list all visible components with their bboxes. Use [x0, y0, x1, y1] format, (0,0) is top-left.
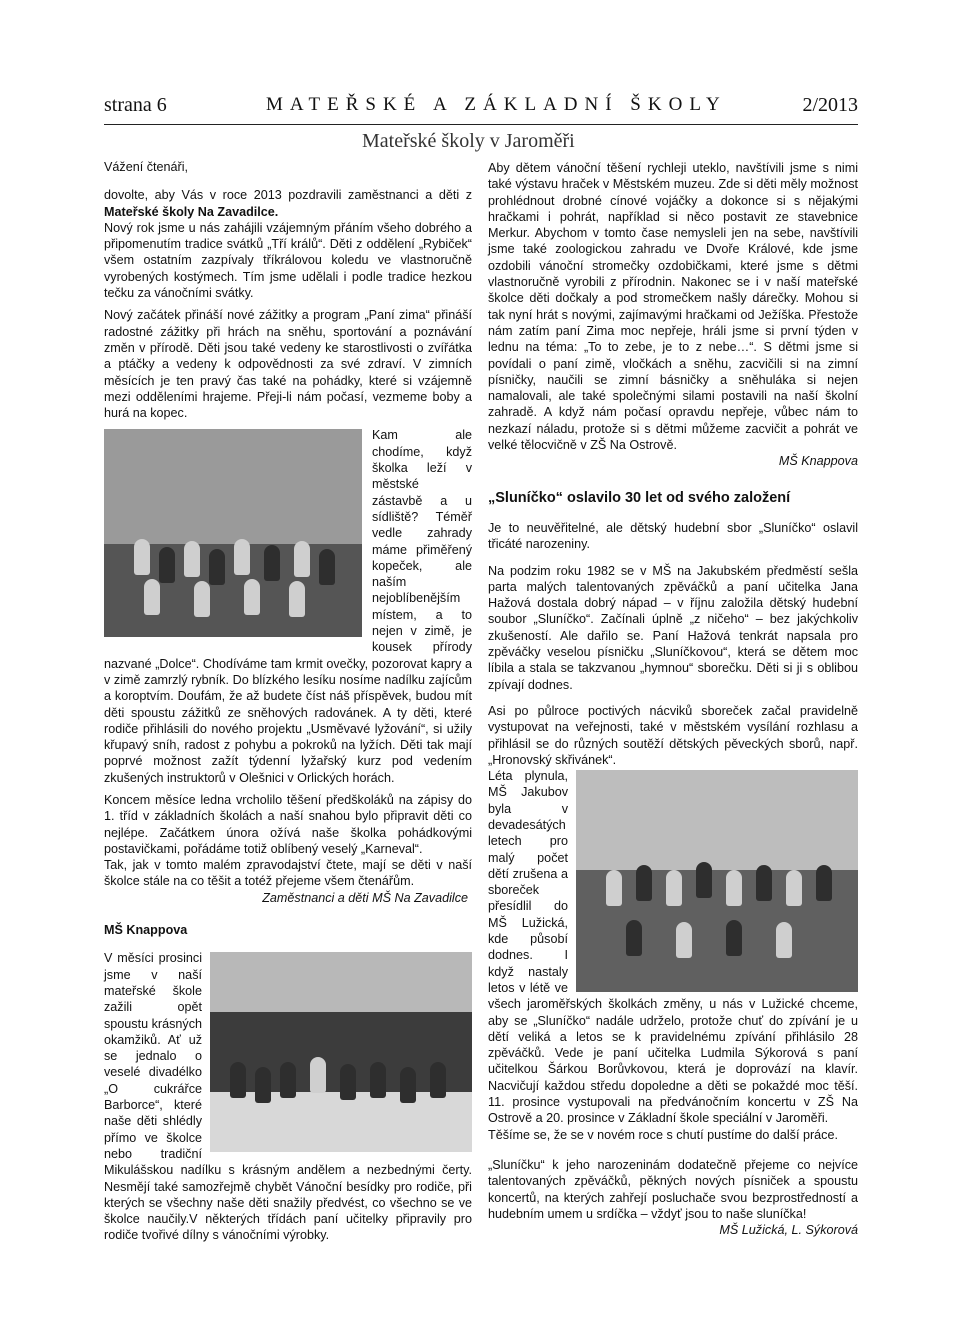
photo-children-costumes	[104, 429, 362, 637]
left-paragraph-1	[104, 187, 472, 220]
left-paragraph-1b: Nový rok jsme u nás zahájili vzájemným přáním všeho dobrého a připomenutím tradice svátků „Tří králů“. Děti z oddělení „Rybiček“ všem ostatním zazpívaly tříkrálovou koledu ve vlastnoručně vyrobených kostýmech. Tím jsme udělali i podle tradice hezkou tečku za vánočními svátky.	[104, 220, 472, 301]
right-paragraph-6: Těšíme se, že se v novém roce s chutí pustíme do další práce.	[488, 1127, 838, 1142]
right-paragraph-3: Na podzim roku 1982 se v MŠ na Jakubském předměstí sešla parta malých talentovaných zpěváčků a paní učitelka Jana Hažová dostala dobrý nápad – v říjnu založila dětský hudební soubor „Sluníčko“. Začínali úplně „z ničeho“ – bez jakýchkoliv zkušeností. Ale dařilo se. Paní Hažová tenkrát napsala pro zpěváčky veselou písničku „Sluníčkovou“, která se dětem moc líbila a stala se takzvanou „hymnou“ sborečku. Děti si ji s oblibou zpívají dodnes.	[488, 563, 858, 692]
left-column	[104, 159, 472, 1250]
right-paragraph-1: Aby dětem vánoční těšení rychleji uteklo, navštívili jsme s nimi také výstavu hraček v Městském muzeu. Zde si děti měly možnost prohlédnout drobné cínové vojáčky a dokonce si s nějakými hračkami i pohrát, například si něco postavit ze stavebnice Merkur. Abychom v tomto čase nemysleli jen na sebe, navštívili jsme také zoologickou zahradu ve Dvoře Králové, kde jsme ozdobili vánoční stromečky ozdobičkami, které jsme s dětmi vlastnoručně vyrobili z přírodnin. Nakonec se i v naší mateřské školce děti dočkaly a pod stromečkem našly dárečky. Mohou si tak nyní hrát s novými, zajímavými hračkami od Ježíška. Přestože nám zatím paní Zima moc nepřeje, hráli jsme si první týden v lednu na téma: „To to zebe, je to z nebe…“. S dětmi jsme si povídali o paní zimě, vločkách a sněhu, zacvičili si na zimní písničky, naučili se zimní básničky a sněhuláka si nejen namalovali, ale také společnými silami postavili na naší školní zahradě. A když nám počasí opravdu nepřeje, vůbec nám to nezkazí náladu, protože si s dětmi můžeme zacvičit a pohrát ve velké tělocvičně v ZŠ Na Ostrově.	[488, 161, 858, 453]
right-paragraph-2: Je to neuvěřitelné, ale dětský hudební sbor „Sluníčko“ oslavil třicáté narozeniny.	[488, 520, 858, 552]
left-paragraph-3: Kam ale chodíme, když školka leží v městské zástavbě a u sídliště? Téměř vedle zahrady máme přiměřený kopeček, ale naším nejoblíbenějším místem, a to nejen v zimě, je kousek přírody nazvané „Dolce“. Chodíváme tam krmit ovečky, pozorovat kapry a v zimě zamrzlý rybník. Do blízkého lesíku nosíme nadílku zajícům a koroptvím. Doufám, že až budete číst náš příspěvek, budou mít děti spoustu zážitků ze sněhových radovánek. A ty děti, které rodiče přihlásili do nového projektu „Usměvavé lyžování“, si užily křupavý sníh, radost z pohybu a pokroků na lyžích. Děti tak mají poprvé možnost zažít týdenní lyžařský kurz pod vedením zkušených instruktorů v Olešnici v Orlických horách.	[104, 428, 472, 785]
left-p1-text: dovolte, aby Vás v roce 2013 pozdravili zaměstnanci a děti z	[104, 188, 472, 203]
right-paragraph-7: „Sluníčku“ k jeho narozeninám dodatečně přejeme co nejvíce talentovaných zpěváčků, pěkných nových písniček a spoustu koncertů, na kterých zahřejí posluchače svou bezprostředností a hudebním umem u srdíčka – vždyť jsou to naše sluníčka!	[488, 1157, 858, 1221]
right-signature-2: MŠ Lužická, L. Sýkorová	[719, 1223, 858, 1238]
subheading-knappova: MŠ Knappova	[104, 923, 188, 938]
article-headline: „Sluníčko“ oslavilo 30 let od svého založení	[488, 489, 791, 506]
greeting: Vážení čtenáři,	[104, 160, 189, 174]
right-signature-1: MŠ Knappova	[778, 454, 858, 469]
left-paragraph-6: V měsíci prosinci jsme v naší mateřské škole zažili opět spoustu krásných okamžiků. Ať už se jednalo o veselé divadélko „O cukrářce Barborce“, které naše děti shlédly přímo ve školce nebo tradiční Mikulášskou nadílku s krásným andělem a nezbednými čerty. Nesmějí také samozřejmě chybět Vánoční besídky pro rodiče, při kterých se všechny naše děti snažily předvést, co všechno se ve školce naučily.V některých třídách paní učitelky připravily pro rodiče tvořivé dílny s vánočními výrobky.	[104, 951, 472, 1243]
issue-number: 2/2013	[802, 94, 858, 116]
right-paragraph-5: Léta plynula, MŠ Jakubov byla v devadesátých letech pro malý počet dětí zrušena a sboreček přesídlil do MŠ Lužická, kde působí dodnes. I když nastaly letos v létě ve všech jaroměřských školkách změny, u nás v Lužické chceme, aby se „Sluníčko“ nadále udrželo, protože chuť do zpívání je u dětí veliká a letos se k pravidelnému zpívání přihlásilo 28 zpěváčků. Vede je paní učitelka Ludmila Sýkorová s paní učitelkou Šárkou Borůvkovou, která je doprovází na klavír. Nacvičují každou středu dopoledne a děti se pokaždé moc těší. 11. prosince vystupovali na předvánočním koncertu v ZŠ Na Ostrově a 20. prosince v Základní škole speciální v Jaroměři.	[488, 769, 858, 1126]
left-paragraph-2: Nový začátek přináší nové zážitky a program „Paní zima“ přináší radostné zážitky při hrách na sněhu, sportování a poznávání změn v přírodě. Děti jsou také vedeny ke starostlivosti o zvířátka a ptáčky a vedeny k odpovědnosti za své zdraví. V zimních měsících je ten pravý čas také na pohádky, které si vzájemně mezi odděleními hrajeme. Přeji-li nám počasí, vezmeme boby a hurá na kopec.	[104, 308, 472, 421]
right-column	[488, 160, 858, 1244]
left-signature-1: Zaměstnanci a děti MŠ Na Zavadilce	[262, 890, 468, 905]
left-paragraph-5: Tak, jak v tomto malém zpravodajství čtete, mají se děti v naší školce stále na co těšit a totéž přejeme všem čtenářům.	[104, 858, 472, 889]
page-header	[104, 92, 858, 122]
left-p1-bold: Mateřské školy Na Zavadilce.	[104, 204, 279, 219]
photo-choir-children	[576, 770, 858, 992]
page-number: strana 6	[104, 94, 167, 116]
section-heading: Mateřské školy v Jaroměři	[362, 130, 575, 152]
photo-children-snow	[210, 952, 472, 1152]
header-rule	[104, 124, 858, 125]
right-paragraph-4: Asi po půlroce poctivých nácviků sboreček začal pravidelně vystupovat na veřejnosti, také v městském vysílání rozhlasu a přihlásil se do různých soutěží dětských pěveckých sborů, např. „Hronovský skřivánek“.	[488, 703, 858, 767]
left-paragraph-4: Koncem měsíce ledna vrcholilo těšení předškoláků na zápisy do 1. tříd v základních školách a naší snahou bylo připravit děti co nejlépe. Začátkem února ožívá naše školka pohádkovými postavičkami, pořádáme totiž oblíbený veselý „Karneval“.	[104, 792, 472, 856]
publication-section-title: MATEŘSKÉ A ZÁKLADNÍ ŠKOLY	[266, 94, 727, 115]
